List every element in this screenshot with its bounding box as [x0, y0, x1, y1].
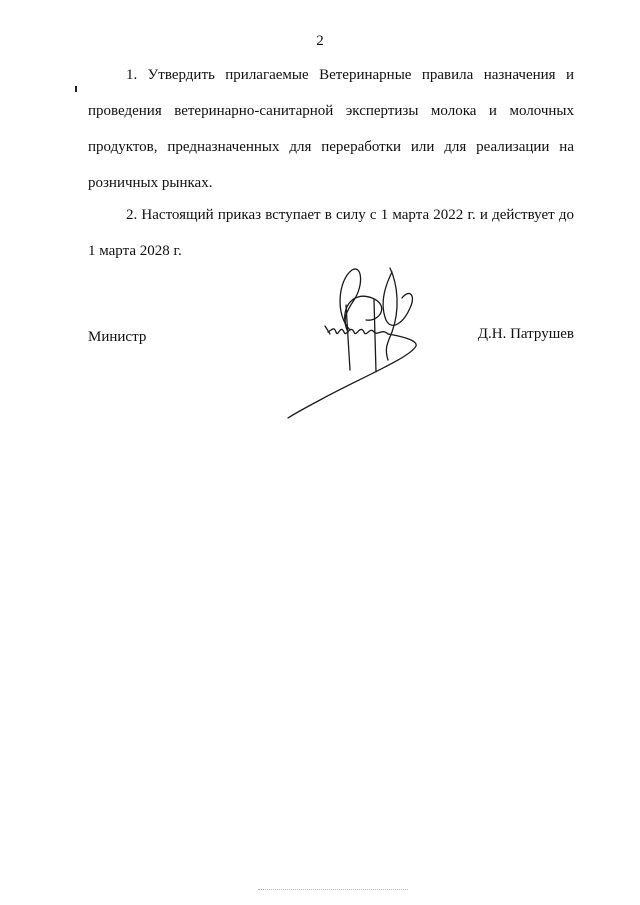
- handwritten-signature: [280, 260, 430, 425]
- paragraph-1: 1. Утвердить прилагаемые Ветеринарные правила назначения и проведения ветеринарно-санитарной экспертизы молока и молочных продуктов, предназначенных для переработки или для реализации на розничных рынках.: [88, 67, 574, 191]
- stray-ink-mark: [75, 86, 77, 92]
- page-number: 2: [316, 33, 324, 49]
- scan-artifact-line: [258, 889, 408, 890]
- signatory-name: Д.Н. Патрушев: [477, 326, 574, 342]
- signatory-title: Министр: [88, 329, 147, 345]
- paragraph-2: 2. Настоящий приказ вступает в силу с 1 марта 2022 г. и действует до 1 марта 2028 г.: [88, 207, 574, 259]
